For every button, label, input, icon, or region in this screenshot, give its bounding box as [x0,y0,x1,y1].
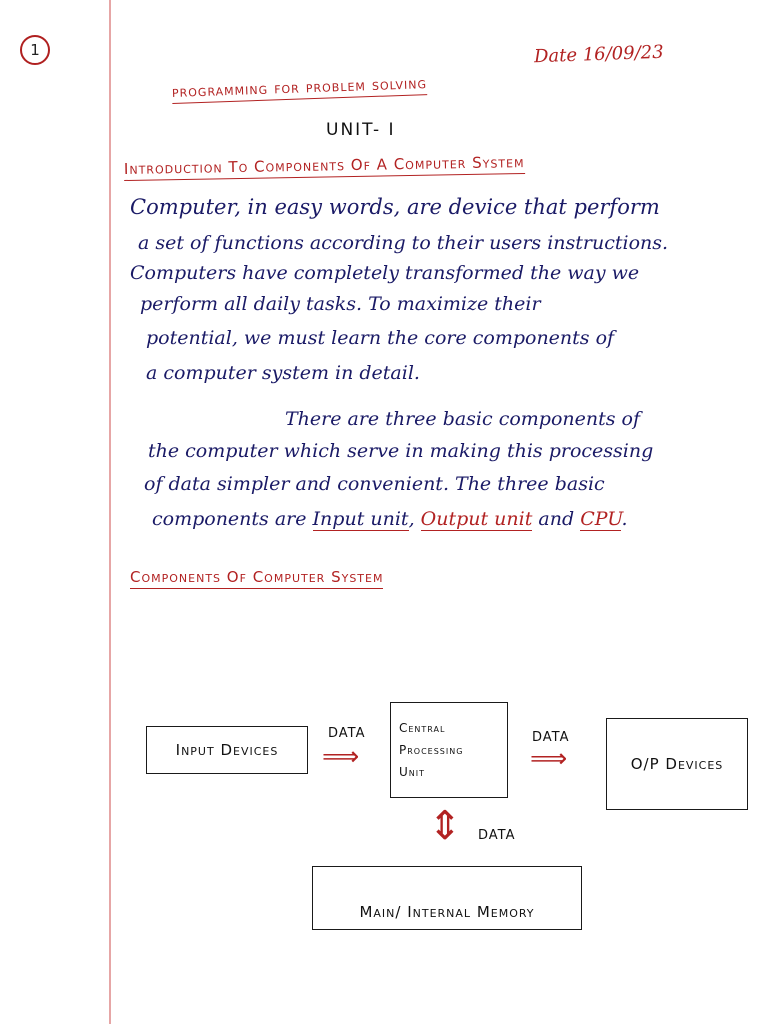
cpu-line: Unit [399,765,426,779]
output-devices-box: O/P Devices [606,718,748,810]
cpu-line: Central [399,721,446,735]
paragraph-line-components [152,508,628,530]
page-number: 1 [20,35,50,65]
data-label: DATA [328,726,366,741]
data-label: DATA [478,828,516,843]
cpu-line: Processing [399,743,464,757]
period: . [621,508,628,530]
paragraph-line: perform all daily tasks. To maximize their [140,293,541,315]
components-prefix: components are [152,508,307,530]
arrow-right-icon: ⟹ [530,744,568,774]
input-unit-term: Input unit [312,508,409,530]
paragraph-line: a set of functions according to their users instructions. [138,232,669,254]
paragraph-line: potential, we must learn the core components of [146,327,615,349]
cpu-term: CPU [580,508,622,530]
arrow-right-icon: ⟹ [322,742,360,772]
date: Date 16/09/23 [533,41,664,68]
paragraph-line: of data simpler and convenient. The three basic [144,473,605,495]
data-label: DATA [532,730,570,745]
arrow-vertical-icon: ⇕ [428,803,462,849]
section-heading-components: Components Of Computer System [130,568,383,589]
cpu-box [390,702,508,798]
output-unit-term: Output unit [420,508,533,530]
margin-line [109,0,111,1024]
paragraph-line: Computers have completely transformed the way we [130,262,640,284]
paragraph-line: Computer, in easy words, are device that perform [130,195,660,219]
paragraph-line: There are three basic components of [285,408,641,430]
paragraph-line: the computer which serve in making this processing [148,440,654,462]
page-title: programming for problem solving [172,73,428,104]
input-devices-box: Input Devices [146,726,308,774]
section-heading-intro: Introduction To Components Of A Computer System [124,153,525,181]
comma: , [408,508,415,530]
and-word: and [538,508,575,530]
unit-heading: UNIT- I [326,120,396,140]
main-memory-box: Main/ Internal Memory [312,866,582,930]
paragraph-line: a computer system in detail. [146,362,420,384]
